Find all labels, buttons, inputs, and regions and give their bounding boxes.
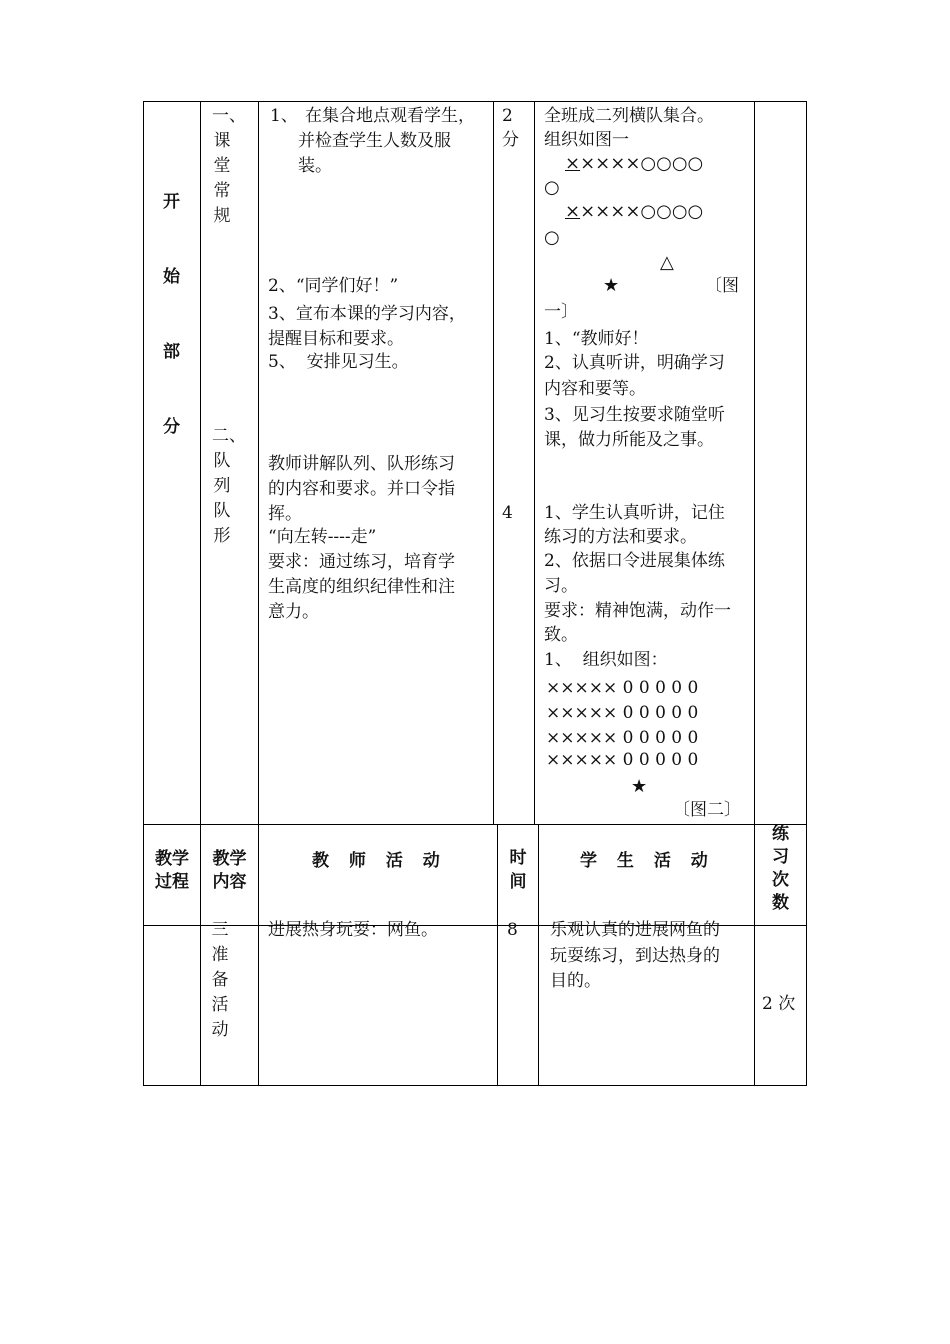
content-part2-label: 二、队列队形 — [212, 426, 246, 546]
lower-col-line-5 — [538, 824, 539, 1085]
student-drill-line1: 1、学生认真听讲，记住 — [544, 503, 725, 523]
teacher-drill-line2: 的内容和要求。并口令指 — [268, 479, 455, 499]
formation1-row2-lead: × — [565, 201, 581, 222]
lower-teacher-activity: 进展热身玩耍：网鱼。 — [268, 920, 438, 940]
student-drill-line2: 练习的方法和要求。 — [544, 527, 697, 547]
upper-col-line-1 — [143, 101, 144, 824]
figure1-label-b: 一〕 — [544, 302, 578, 322]
teacher-item2: 2、“同学们好！” — [268, 276, 399, 296]
figure2-label: 〔图二〕 — [673, 800, 741, 820]
lower-bottom-border — [143, 1085, 807, 1086]
student-resp-line4: 3、见习生按要求随堂听 — [544, 405, 725, 425]
formation1-row2-rest: ××××○○○○ — [580, 201, 704, 222]
formation2-row4: ××××× 0 0 0 0 0 — [546, 750, 699, 770]
lower-col-line-3 — [258, 824, 259, 1085]
upper-col-line-7 — [806, 101, 807, 824]
header-process-line2: 过程 — [155, 872, 189, 892]
teacher-item1-line3: 装。 — [298, 156, 332, 176]
upper-col-line-4 — [493, 101, 494, 824]
header-content-line1: 教学 — [212, 849, 247, 869]
formation1-row2 — [565, 200, 703, 224]
teacher-drill-line6: 生高度的组织纪律性和注 — [268, 577, 455, 597]
formation2-row3: ××××× 0 0 0 0 0 — [546, 728, 699, 748]
star-icon-2: ★ — [631, 776, 648, 797]
teacher-item1-line1: 在集合地点观看学生， — [305, 106, 475, 126]
student-drill-line5: 要求：精神饱满，动作一 — [544, 601, 731, 621]
time-value-1: 2 — [502, 106, 513, 126]
formation1-row1-rest: ××××○○○○ — [580, 153, 704, 174]
header-time-line2: 间 — [509, 872, 527, 892]
teacher-drill-line1: 教师讲解队列、队形练习 — [268, 454, 455, 474]
formation2-row1: ××××× 0 0 0 0 0 — [546, 678, 699, 698]
lower-student-line2: 玩耍练习，到达热身的 — [550, 946, 720, 966]
header-count-line2: 习 — [772, 847, 789, 867]
lower-time: 8 — [507, 920, 518, 940]
student-drill-line7: 1、 组织如图： — [544, 650, 668, 670]
student-gather-line1: 全班成二列横队集合。 — [544, 106, 714, 126]
student-drill-line4: 习。 — [544, 576, 578, 596]
lower-student-line1: 乐观认真的进展网鱼的 — [550, 920, 720, 940]
time-unit-1: 分 — [502, 130, 519, 150]
header-content-line2: 内容 — [212, 872, 247, 892]
formation1-row2-wrap: ○ — [544, 227, 560, 248]
upper-col-line-6 — [754, 101, 755, 824]
lower-col-line-7 — [806, 824, 807, 1085]
teacher-item3-line1: 3、宣布本课的学习内容， — [268, 304, 466, 324]
student-gather-line2: 组织如图一 — [544, 130, 629, 150]
teacher-position-icon: △ — [660, 252, 674, 273]
student-resp-line5: 课，做力所能及之事。 — [544, 430, 714, 450]
header-student-activity: 学 生 活 动 — [580, 851, 708, 871]
formation1-row1-wrap: ○ — [544, 177, 560, 198]
student-drill-line6: 致。 — [544, 625, 578, 645]
teacher-drill-line7: 意力。 — [268, 602, 319, 622]
lower-student-line3: 目的。 — [550, 971, 601, 991]
upper-bottom-border — [143, 824, 807, 825]
teacher-drill-line3: 挥。 — [268, 504, 302, 524]
student-resp-line3: 内容和要等。 — [544, 379, 646, 399]
upper-col-line-5 — [534, 101, 535, 824]
header-time-line1: 时 — [509, 848, 527, 868]
star-icon: ★ — [603, 275, 620, 296]
lower-count: 2 次 — [762, 994, 796, 1014]
section-char-4: 分 — [163, 417, 180, 437]
header-count-line1: 练 — [772, 824, 789, 844]
figure1-label-a: 〔图 — [705, 276, 739, 296]
header-teacher-activity: 教 师 活 动 — [312, 851, 440, 871]
header-process-line1: 教学 — [155, 849, 189, 869]
formation1-row1-lead: × — [565, 153, 581, 174]
header-count-line3: 次 — [772, 870, 789, 890]
teacher-item1-num: 1、 — [270, 106, 298, 126]
student-resp-line2: 2、认真听讲，明确学习 — [544, 353, 725, 373]
teacher-drill-line5: 要求：通过练习，培育学 — [268, 552, 455, 572]
teacher-item5: 5、 安排见习生。 — [268, 352, 409, 372]
formation1-row1 — [565, 152, 703, 176]
section-char-3: 部 — [163, 342, 180, 362]
upper-col-line-2 — [200, 101, 201, 824]
section-char-1: 开 — [163, 192, 180, 212]
student-drill-line3: 2、依据口令进展集体练 — [544, 551, 725, 571]
teacher-item1-line2: 并检查学生人数及服 — [298, 131, 451, 151]
teacher-drill-line4: “向左转----走” — [268, 527, 377, 547]
section-char-2: 始 — [163, 267, 180, 287]
header-count-line4: 数 — [772, 893, 789, 913]
upper-col-line-3 — [258, 101, 259, 824]
teacher-item3-line2: 提醒目标和要求。 — [268, 329, 404, 349]
upper-top-border — [143, 101, 807, 102]
lower-content-label: 三准备活动 — [211, 920, 229, 1040]
time-value-2: 4 — [502, 503, 513, 523]
student-resp-line1: 1、“教师好！ — [544, 329, 649, 349]
formation2-row2: ××××× 0 0 0 0 0 — [546, 703, 699, 723]
content-part1-label: 一、课堂常规 — [212, 106, 246, 226]
